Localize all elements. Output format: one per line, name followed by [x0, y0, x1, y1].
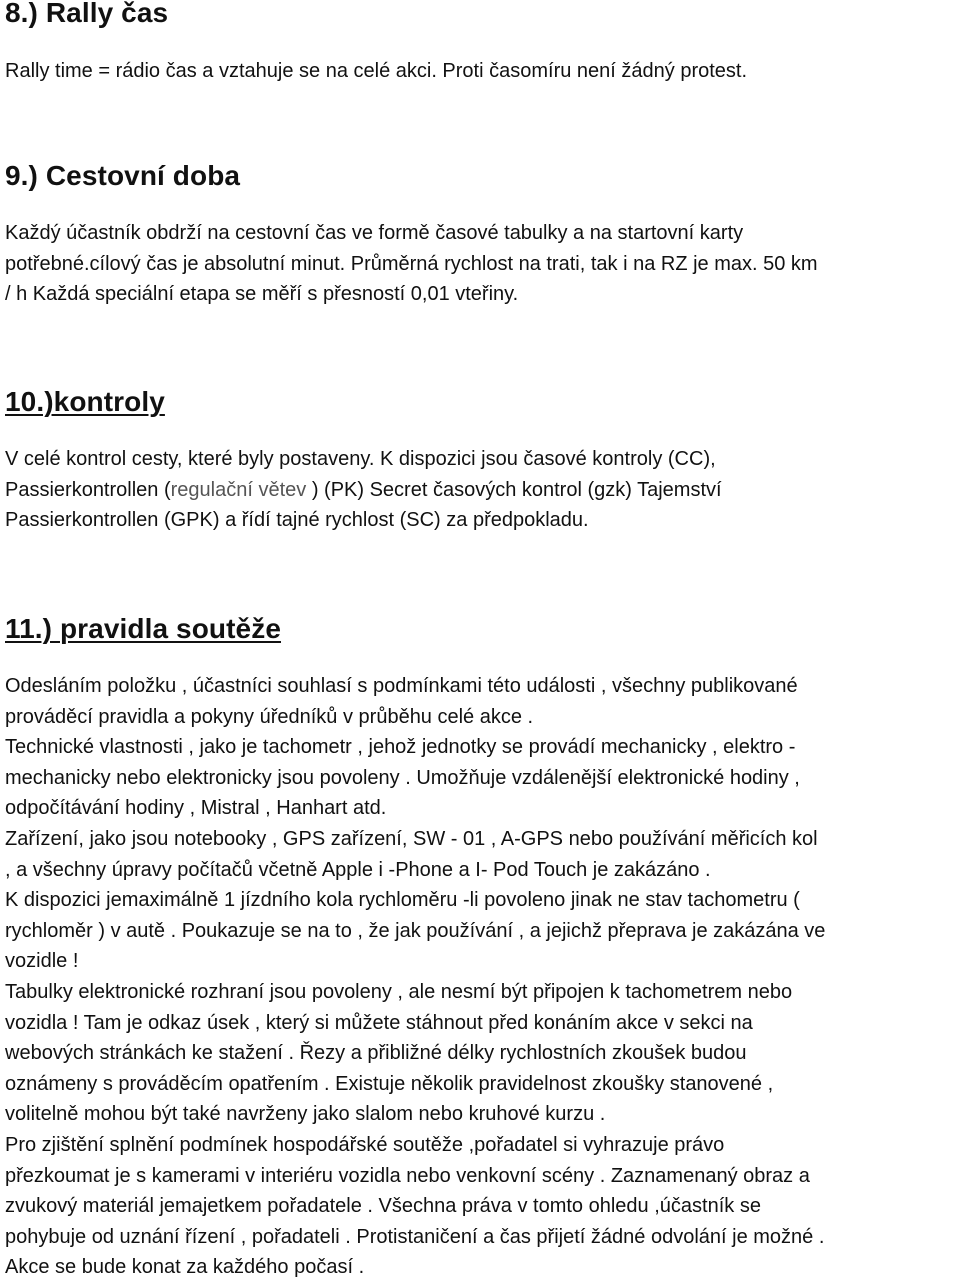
section-9-line: Každý účastník obdrží na cestovní čas ve formě časové tabulky a na startovní karty: [5, 222, 744, 244]
section-10-text: Passierkontrollen (: [5, 478, 171, 501]
section-11-line: mechanicky nebo elektronicky jsou povoleny . Umožňuje vzdálenější elektronické hodiny ,: [5, 766, 800, 789]
section-11-line: přezkoumat je s kamerami v interiéru vozidla nebo venkovní scény . Zaznamenaný obraz a: [5, 1164, 810, 1187]
section-10-heading: 10.)kontroly: [5, 386, 165, 417]
section-10-line: Passierkontrollen (GPK) a řídí tajné rychlost (SC) za předpokladu.: [5, 509, 589, 532]
section-9-line: potřebné.cílový čas je absolutní minut. Průměrná rychlost na trati, tak i na RZ je max. 50 km: [5, 252, 818, 275]
section-11-line: vozidla ! Tam je odkaz úsek , který si můžete stáhnout před konáním akce v sekci na: [5, 1011, 753, 1034]
section-11-line: Odesláním položku , účastníci souhlasí s podmínkami této události , všechny publikované: [5, 675, 798, 697]
section-11-line: prováděcí pravidla a pokyny úředníků v průběhu celé akce .: [5, 705, 534, 728]
section-11-line: Tabulky elektronické rozhraní jsou povoleny , ale nesmí být připojen k tachometrem nebo: [5, 980, 793, 1003]
section-10-paragraph: [5, 444, 722, 536]
section-10-line: V celé kontrol cesty, které byly postaveny. K dispozici jsou časové kontroly (CC),: [5, 448, 716, 470]
section-11-line: rychloměr ) v autě . Poukazuje se na to , že jak používání , a jejichž přeprava je zakázána ve: [5, 919, 826, 942]
section-11-line: vozidle !: [5, 950, 79, 973]
section-11-line: K dispozici jemaximálně 1 jízdního kola rychloměru -li povoleno jinak ne stav tachometru (: [5, 889, 800, 912]
section-9-paragraph: [5, 218, 818, 310]
section-10-line: [5, 475, 722, 506]
section-11-line: pohybuje od uznání řízení , pořadateli . Protistaničení a čas přijetí žádné odvolání je možné .: [5, 1225, 825, 1248]
section-11-line: odpočítávání hodiny , Mistral , Hanhart atd.: [5, 797, 387, 820]
section-11-line: Akce se bude konat za každého počasí .: [5, 1256, 365, 1279]
section-8-text: Rally time = rádio čas a vztahuje se na celé akci. Proti časomíru není žádný protest.: [5, 60, 748, 82]
section-9-line: / h Každá speciální etapa se měří s přesností 0,01 vteřiny.: [5, 283, 519, 306]
section-11-line: Zařízení, jako jsou notebooky , GPS zařízení, SW - 01 , A-GPS nebo používání měřicích kol: [5, 827, 818, 850]
section-11-line: , a všechny úpravy počítačů včetně Apple i -Phone a I- Pod Touch je zakázáno .: [5, 858, 711, 881]
section-11-line: volitelně mohou být také navrženy jako slalom nebo kruhové kurzu .: [5, 1103, 606, 1126]
section-10-text: ) (PK) Secret časových kontrol (gzk) Tajemství: [306, 478, 722, 501]
section-11-line: Pro zjištění splnění podmínek hospodářské soutěže ,pořadatel si vyhrazuje právo: [5, 1133, 725, 1156]
section-11-line: webových stránkách ke stažení . Řezy a přibližné délky rychlostních zkoušek budou: [5, 1042, 747, 1065]
section-9-heading: 9.) Cestovní doba: [5, 160, 241, 191]
section-11-paragraph: [5, 671, 825, 1283]
section-11-line: Technické vlastnosti , jako je tachometr , jehož jednotky se provádí mechanicky , elektro -: [5, 736, 796, 759]
section-11-line: zvukový materiál jemajetkem pořadatele . Všechna práva v tomto ohledu ,účastník se: [5, 1195, 761, 1218]
section-11-heading: 11.) pravidla soutěže: [5, 613, 281, 644]
section-10-gray-text: regulační větev: [170, 478, 307, 501]
section-11-line: oznámeny s prováděcím opatřením . Existuje několik pravidelnost zkoušky stanovené ,: [5, 1072, 774, 1095]
section-8-heading: 8.) Rally čas: [5, 0, 169, 28]
